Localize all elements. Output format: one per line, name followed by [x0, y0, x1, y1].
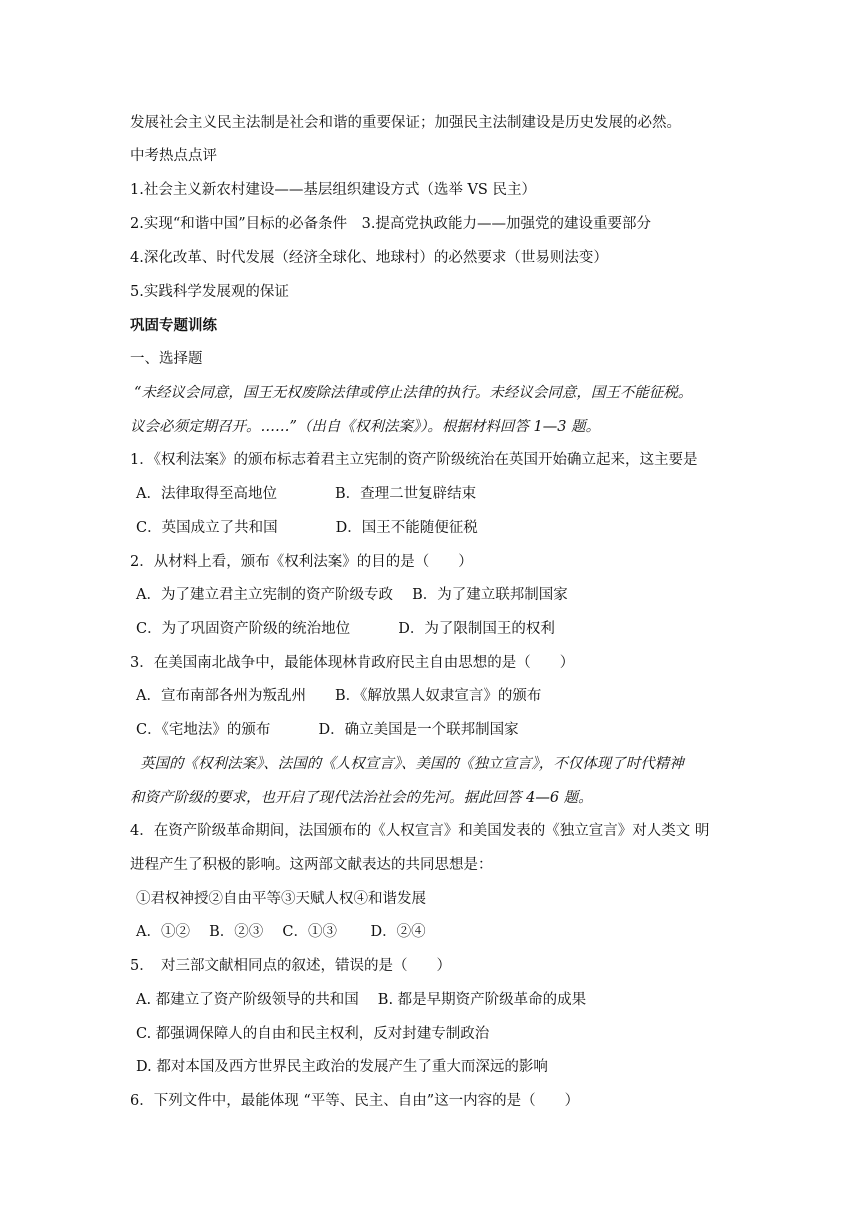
question-4-options: A．①② B．②③ C．①③ D．②④ [136, 924, 426, 940]
question-1: 1．《权利法案》的颁布标志着君主立宪制的资产阶级统治在英国开始确立起来，这主要是 [130, 452, 698, 468]
material-documents-line-1: 英国的《权利法案》、法国的《人权宣言》、美国的《独立宣言》，不仅体现了时代精神 [140, 756, 684, 772]
heading-multiple-choice: 一、选择题 [130, 351, 203, 367]
question-4-statements: ①君权神授②自由平等③天赋人权④和谐发展 [136, 891, 426, 907]
paragraph-legal-system: 发展社会主义民主法制是社会和谐的重要保证；加强民主法制建设是历史发展的必然。 [130, 115, 681, 131]
hotspot-item-1: 1.社会主义新农村建设——基层组织建设方式（选举 VS 民主） [130, 182, 536, 198]
material-documents-line-2: 和资产阶级的要求，也开启了现代法治社会的先河。据此回答 4—6 题。 [130, 790, 593, 806]
question-3: 3．在美国南北战争中，最能体现林肯政府民主自由思想的是（ ） [130, 655, 575, 671]
hotspot-item-2-3: 2.实现“和谐中国”目标的必备条件 3.提高党执政能力——加强党的建设重要部分 [130, 216, 651, 232]
question-2: 2．从材料上看，颁布《权利法案》的目的是（ ） [130, 554, 473, 570]
question-5: 5． 对三部文献相同点的叙述，错误的是（ ） [130, 958, 451, 974]
question-3-options-cd: C．《宅地法》的颁布 D．确立美国是一个联邦制国家 [136, 722, 519, 738]
material-quote-line-2: 议会必须定期召开。……”（出自《权利法案》）。根据材料回答 1—3 题。 [130, 419, 601, 435]
question-3-options-ab: A．宣布南部各州为叛乱州 B．《解放黑人奴隶宣言》的颁布 [136, 688, 542, 704]
heading-practice: 巩固专题训练 [130, 317, 217, 334]
heading-exam-hotspots: 中考热点点评 [130, 148, 217, 164]
question-6: 6．下列文件中，最能体现 “平等、民主、自由”这一内容的是（ ） [130, 1093, 580, 1109]
question-5-options-ab: A. 都建立了资产阶级领导的共和国 B. 都是早期资产阶级革命的成果 [136, 992, 587, 1008]
question-5-option-d: D. 都对本国及西方世界民主政治的发展产生了重大而深远的影响 [136, 1059, 548, 1075]
question-1-options-ab: A．法律取得至高地位 B．查理二世复辟结束 [136, 486, 477, 502]
hotspot-item-4: 4.深化改革、时代发展（经济全球化、地球村）的必然要求（世易则法变） [130, 250, 608, 266]
question-4-line-1: 4．在资产阶级革命期间，法国颁布的《人权宣言》和美国发表的《独立宣言》对人类文 明 [130, 823, 710, 839]
question-4-line-2: 进程产生了积极的影响。这两部文献表达的共同思想是： [130, 857, 493, 873]
question-1-options-cd: C．英国成立了共和国 D．国王不能随便征税 [136, 520, 478, 536]
material-quote-line-1: “未经议会同意，国王无权废除法律或停止法律的执行。未经议会同意，国王不能征税。 [134, 385, 693, 401]
question-2-options-ab: A．为了建立君主立宪制的资产阶级专政 B．为了建立联邦制国家 [136, 587, 568, 603]
question-5-option-c: C. 都强调保障人的自由和民主权利，反对封建专制政治 [136, 1026, 490, 1042]
question-2-options-cd: C．为了巩固资产阶级的统治地位 D．为了限制国王的权利 [136, 621, 555, 637]
hotspot-item-5: 5.实践科学发展观的保证 [130, 284, 289, 300]
